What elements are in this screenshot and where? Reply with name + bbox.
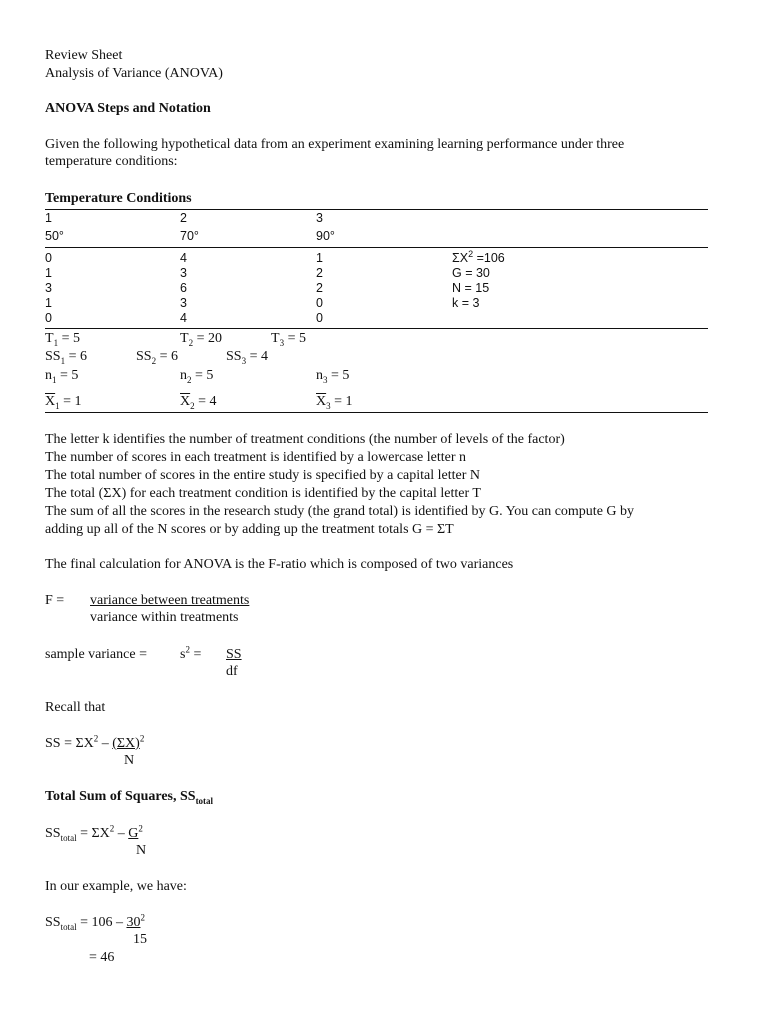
table-cell: 2 [316, 266, 323, 280]
ss-value-1: $SS_1 = 6$ [45, 349, 87, 366]
ss-total-denominator: N [136, 843, 147, 858]
table-cell: 0 [316, 296, 323, 310]
n-value-3: $n_3 = 5$ [316, 368, 350, 385]
table-cell: 2 [316, 281, 323, 295]
ss-value-2: $SS_2 = 6$ [136, 349, 178, 366]
table-title: Temperature Conditions [45, 191, 192, 206]
ss-value-3: $SS_3 = 4$ [226, 349, 268, 366]
mean-value-3: $\overline{X}_3 = 1$ [316, 394, 353, 411]
col-temp-2: 70° [180, 229, 199, 243]
mean-value-2: $\overline{X}_2 = 4$ [180, 394, 217, 411]
ss-total-formula: $SS_{total} = \Sigma X^2 - G^2$ [45, 823, 143, 843]
table-cell: 0 [45, 251, 52, 265]
table-cell: 0 [45, 311, 52, 325]
ss-total-example-denominator: 15 [133, 932, 147, 947]
n-value-2: $n_2 = 5$ [180, 368, 214, 385]
table-cell: 1 [45, 266, 52, 280]
summary-g: G = 30 [452, 266, 490, 280]
table-cell: 6 [180, 281, 187, 295]
col-number-3: 3 [316, 211, 323, 225]
table-cell: 3 [180, 266, 187, 280]
col-number-2: 2 [180, 211, 187, 225]
summary-sum-x-squared: $\Sigma X^2 =106$ [452, 248, 505, 265]
table-cell: 3 [45, 281, 52, 295]
fratio-intro: The final calculation for ANOVA is the F-ratio which is composed of two variances [45, 557, 514, 572]
fratio-label: F = [45, 593, 65, 608]
recall-text: Recall that [45, 700, 106, 715]
ss-total-heading: Total Sum of Squares, $SS_{total}$ [45, 789, 214, 806]
table-header-rule [45, 247, 708, 248]
table-bottom-rule [45, 412, 708, 413]
summary-k: k = 3 [452, 296, 480, 310]
note-line: The letter k identifies the number of treatment conditions (the number of levels of the factor) [45, 432, 565, 447]
ss-formula: SS = $\Sigma X^2 - (\Sigma X)^2$ [45, 733, 145, 751]
note-line: The number of scores in each treatment is identified by a lowercase letter n [45, 450, 466, 465]
table-cell: 3 [180, 296, 187, 310]
sample-variance-denominator: df [226, 664, 238, 679]
doc-title: Review Sheet [45, 48, 123, 63]
table-cell: 0 [316, 311, 323, 325]
col-temp-1: 50° [45, 229, 64, 243]
col-temp-3: 90° [316, 229, 335, 243]
note-line: The total number of scores in the entire study is specified by a capital letter N [45, 468, 481, 483]
sample-variance-symbol: $s^2$ = [180, 644, 202, 662]
table-cell: 4 [180, 311, 187, 325]
note-line: The sum of all the scores in the research study (the grand total) is identified by G. You can compute G by [45, 504, 635, 519]
ss-total-example: $SS_{total} = 106 - 30^2$ [45, 912, 145, 932]
intro-line-1: Given the following hypothetical data from an experiment examining learning performance under three [45, 137, 625, 152]
treatment-total-3: $T_3 = 5$ [271, 331, 306, 348]
table-top-rule [45, 209, 708, 210]
ss-total-result: = 46 [89, 950, 115, 965]
col-number-1: 1 [45, 211, 52, 225]
note-line: adding up all of the N scores or by adding up the treatment totals G = ΣT [45, 522, 454, 537]
treatment-total-2: $T_2 = 20$ [180, 331, 222, 348]
treatment-total-1: $T_1 = 5$ [45, 331, 80, 348]
example-intro: In our example, we have: [45, 879, 187, 894]
table-data-rule [45, 328, 708, 329]
fratio-denominator: variance within treatments [90, 610, 239, 625]
fratio-numerator: variance between treatments [90, 593, 250, 608]
summary-n: N = 15 [452, 281, 490, 295]
note-line: The total (ΣX) for each treatment condition is identified by the capital letter T [45, 486, 481, 501]
ss-formula-denominator: N [124, 753, 135, 768]
n-value-1: $n_1 = 5$ [45, 368, 79, 385]
table-cell: 4 [180, 251, 187, 265]
table-cell: 1 [316, 251, 323, 265]
table-cell: 1 [45, 296, 52, 310]
sample-variance-numerator: SS [226, 647, 242, 662]
doc-subtitle: Analysis of Variance (ANOVA) [45, 66, 223, 81]
section-title: ANOVA Steps and Notation [45, 101, 211, 116]
intro-line-2: temperature conditions: [45, 154, 178, 169]
mean-value-1: $\overline{X}_1 = 1$ [45, 394, 82, 411]
sample-variance-label: sample variance = [45, 647, 147, 662]
